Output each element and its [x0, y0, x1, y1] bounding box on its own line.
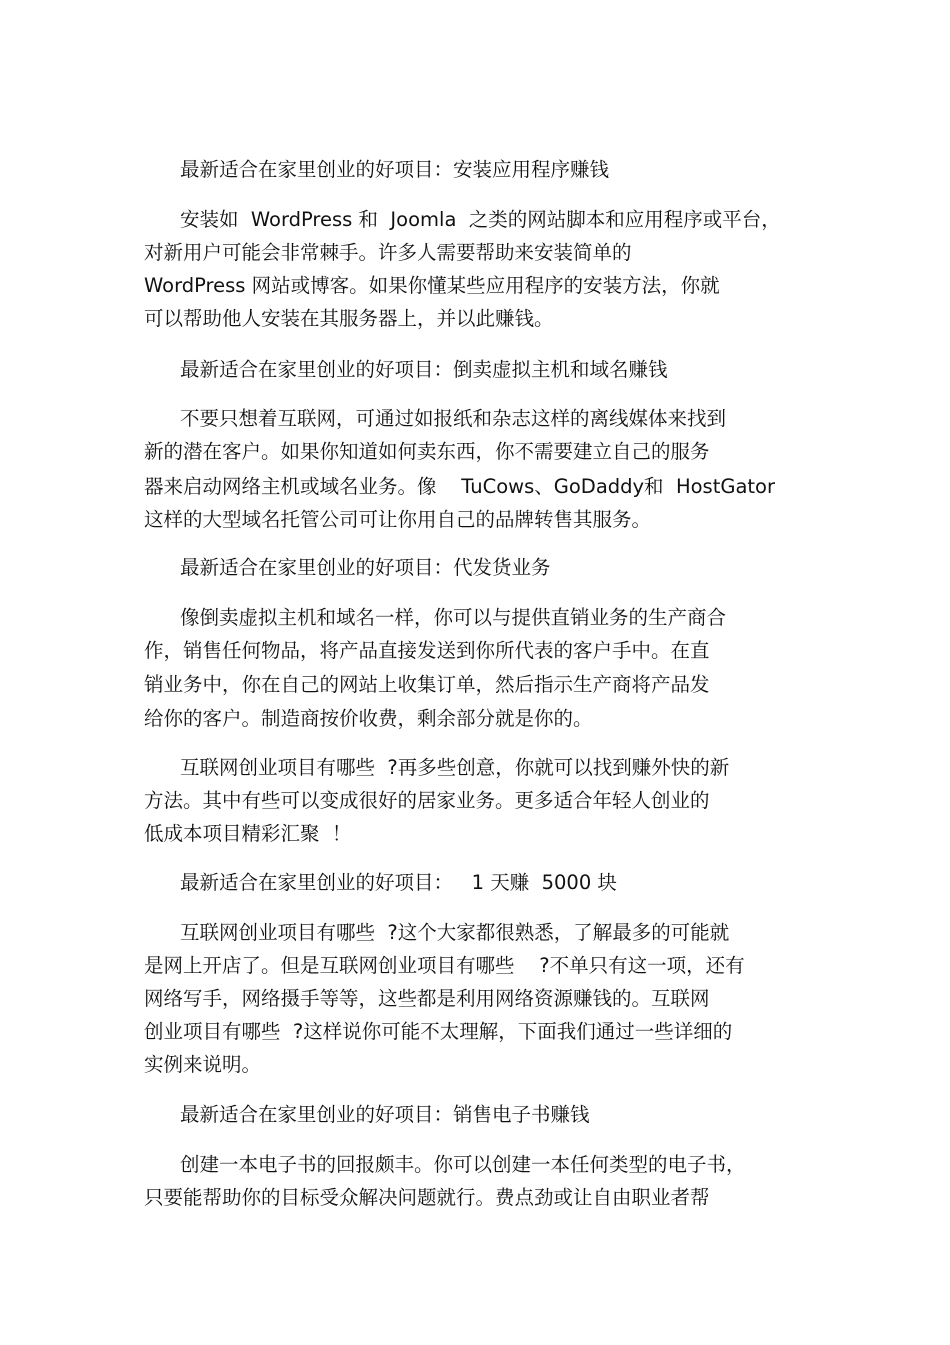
section-heading: 最新适合在家里创业的好项目： 1 天赚 5000 块: [180, 871, 617, 894]
paragraph-line: 安装如 WordPress 和 Joomla 之类的网站脚本和应用程序或平台，: [180, 208, 781, 231]
paragraph-line: 低成本项目精彩汇聚 ！: [144, 822, 352, 845]
section-heading: 最新适合在家里创业的好项目：销售电子书赚钱: [180, 1103, 590, 1126]
paragraph-line: 对新用户可能会非常棘手。许多人需要帮助来安装简单的: [144, 241, 632, 264]
paragraph-line: 创业项目有哪些 ?这样说你可能不太理解，下面我们通过一些详细的: [144, 1020, 733, 1043]
paragraph-line: WordPress 网站或博客。如果你懂某些应用程序的安装方法，你就: [144, 274, 720, 297]
paragraph-line: 实例来说明。: [144, 1053, 262, 1076]
paragraph-line: 可以帮助他人安装在其服务器上，并以此赚钱。: [144, 307, 554, 330]
paragraph-line: 这样的大型域名托管公司可让你用自己的品牌转售其服务。: [144, 508, 652, 531]
paragraph-line: 只要能帮助你的目标受众解决问题就行。费点劲或让自由职业者帮: [144, 1186, 710, 1209]
paragraph-line: 给你的客户。制造商按价收费，剩余部分就是你的。: [144, 707, 593, 730]
section-heading: 最新适合在家里创业的好项目：倒卖虚拟主机和域名赚钱: [180, 358, 668, 381]
paragraph-line: 销业务中，你在自己的网站上收集订单，然后指示生产商将产品发: [144, 673, 710, 696]
paragraph-line: 方法。其中有些可以变成很好的居家业务。更多适合年轻人创业的: [144, 789, 710, 812]
paragraph-line: 互联网创业项目有哪些 ?再多些创意，你就可以找到赚外快的新: [180, 756, 730, 779]
paragraph-line: 新的潜在客户。如果你知道如何卖东西，你不需要建立自己的服务: [144, 440, 710, 463]
paragraph-line: 像倒卖虚拟主机和域名一样，你可以与提供直销业务的生产商合: [180, 606, 727, 629]
paragraph-line: 是网上开店了。但是互联网创业项目有哪些 ?不单只有这一项，还有: [144, 954, 745, 977]
paragraph-line: 不要只想着互联网，可通过如报纸和杂志这样的离线媒体来找到: [180, 407, 727, 430]
section-heading: 最新适合在家里创业的好项目：安装应用程序赚钱: [180, 158, 610, 181]
section-heading: 最新适合在家里创业的好项目：代发货业务: [180, 556, 551, 579]
paragraph-line: 互联网创业项目有哪些 ?这个大家都很熟悉，了解最多的可能就: [180, 921, 730, 944]
paragraph-line: 器来启动网络主机或域名业务。像 TuCows、GoDaddy和 HostGator: [144, 475, 776, 498]
paragraph-line: 作，销售任何物品，将产品直接发送到你所代表的客户手中。在直: [144, 639, 710, 662]
paragraph-line: 创建一本电子书的回报颇丰。你可以创建一本任何类型的电子书，: [180, 1153, 746, 1176]
paragraph-line: 网络写手，网络摄手等等，这些都是利用网络资源赚钱的。互联网: [144, 987, 710, 1010]
